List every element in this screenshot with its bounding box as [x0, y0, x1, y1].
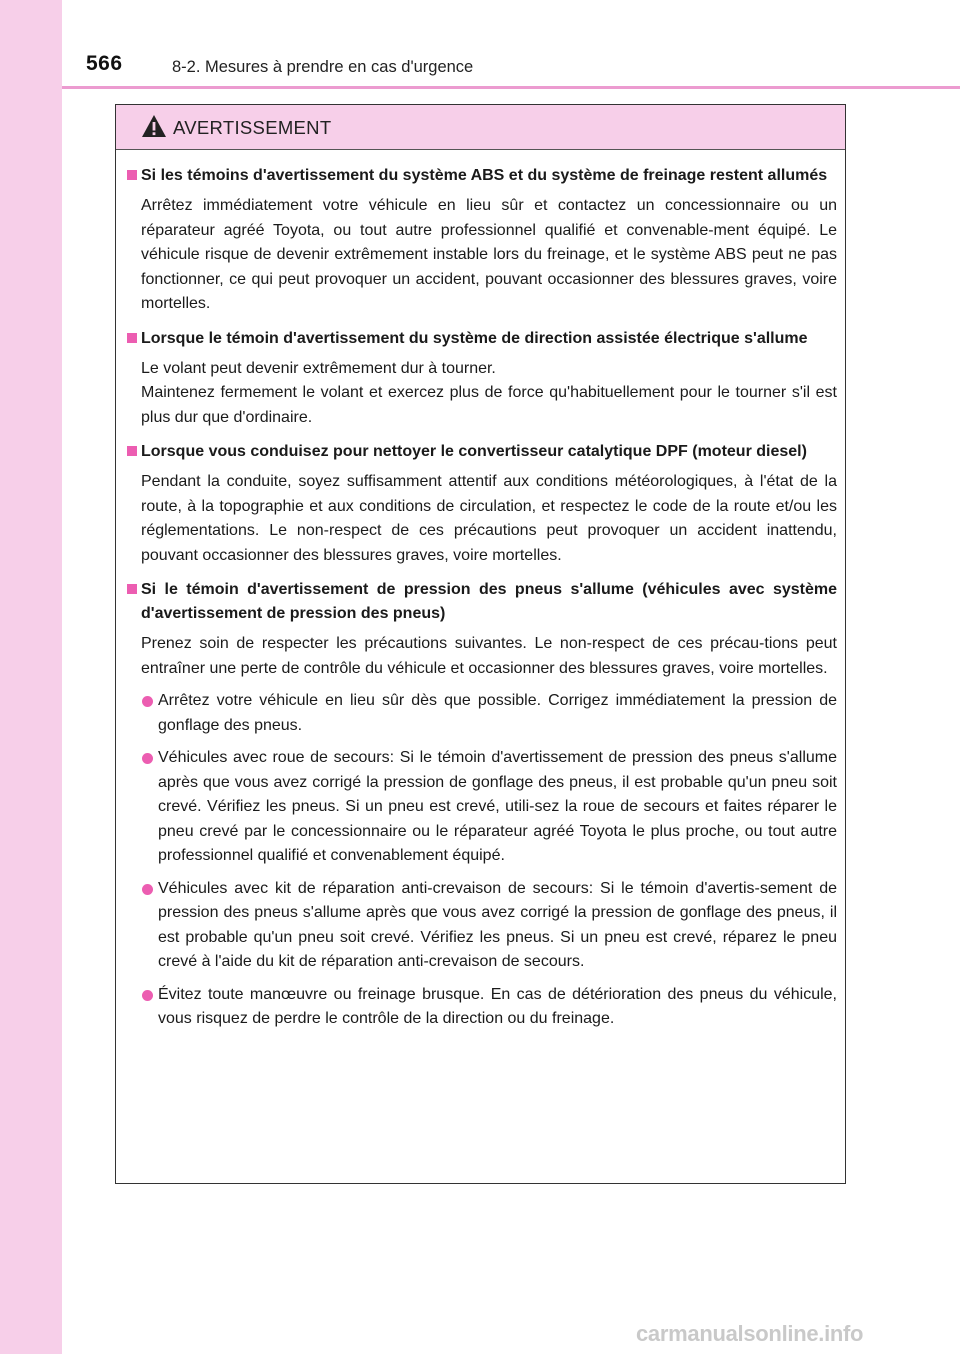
sub-list-item-text: Évitez toute manœuvre ou freinage brusque. En cas de détérioration des pneus du véhicule, vous risquez de perdre le contrôle de la direction ou du freinage.	[158, 985, 837, 1027]
sub-list-item	[128, 877, 837, 975]
sub-list-item	[128, 746, 837, 869]
warning-item-tire-pressure	[128, 578, 837, 1032]
sub-list-item	[128, 983, 837, 1032]
circle-bullet-icon	[142, 696, 153, 707]
header-rule	[62, 86, 960, 89]
item-paragraph: Prenez soin de respecter les précautions suivantes. Le non-respect de ces précau-tions peut entraîner une perte de contrôle du véhicule et occasionner des blessures graves, voire mortelles.	[141, 635, 837, 677]
warning-body	[116, 150, 845, 1032]
sub-list-item-text: Arrêtez votre véhicule en lieu sûr dès que possible. Corrigez immédiatement la pression de gonflage des pneus.	[158, 692, 837, 734]
item-paragraph: Maintenez fermement le volant et exercez plus de force qu'habituellement pour le tourner s'il est plus dur que d'ordinaire.	[141, 384, 837, 426]
sub-list-item	[128, 689, 837, 738]
warning-title: AVERTISSEMENT	[173, 117, 332, 138]
circle-bullet-icon	[142, 990, 153, 1001]
item-heading-text: Lorsque le témoin d'avertissement du système de direction assistée électrique s'allume	[141, 329, 808, 347]
watermark: carmanualsonline.info	[636, 1321, 864, 1346]
item-heading	[128, 327, 837, 351]
square-bullet-icon	[127, 446, 137, 456]
side-color-band	[0, 0, 62, 1354]
warning-triangle-icon	[141, 114, 167, 138]
section-title: 8-2. Mesures à prendre en cas d'urgence	[172, 58, 474, 76]
warning-box	[115, 104, 846, 1184]
item-heading-text: Lorsque vous conduisez pour nettoyer le convertisseur catalytique DPF (moteur diesel)	[141, 443, 807, 460]
item-heading-text: Si les témoins d'avertissement du système ABS et du système de freinage restent allumés	[141, 167, 828, 184]
item-paragraph: Pendant la conduite, soyez suffisamment attentif aux conditions météorologiques, à l'état de la route, à la topographie et aux conditions de circulation, et respectez le code de la route et/ou les réglementations. Le non-respect de ces précautions peut provoquer un accident inattendu, pouvant occasionner des blessures graves, voire mortelles.	[141, 473, 837, 564]
item-heading-text: Si le témoin d'avertissement de pression des pneus s'allume (véhicules avec système d'avertissement de pression des pneus)	[141, 581, 837, 622]
square-bullet-icon	[127, 584, 137, 594]
circle-bullet-icon	[142, 753, 153, 764]
item-paragraph: Le volant peut devenir extrêmement dur à tourner.	[141, 359, 496, 377]
item-heading	[128, 164, 837, 188]
warning-item-abs	[128, 164, 837, 317]
page-number: 566	[86, 52, 123, 75]
warning-item-dpf	[128, 440, 837, 568]
sub-list-item-text: Véhicules avec roue de secours: Si le témoin d'avertissement de pression des pneus s'allume après que vous avez corrigé la pression de gonflage des pneus, il est probable qu'un pneu soit crevé. Vérifiez les pneus. Si un pneu est crevé, utili-sez la roue de secours et faites réparer le pneu crevé par le concessionnaire ou le réparateur agréé Toyota le plus proche, ou tout autre professionnel qualifié et convenablement équipé.	[158, 749, 837, 864]
circle-bullet-icon	[142, 884, 153, 895]
warning-header	[116, 105, 845, 150]
square-bullet-icon	[127, 170, 137, 180]
item-heading	[128, 440, 837, 464]
warning-item-power-steering	[128, 327, 837, 431]
item-heading	[128, 578, 837, 626]
sub-list-item-text: Véhicules avec kit de réparation anti-crevaison de secours: Si le témoin d'avertis-sement de pression des pneus s'allume après que vous avez corrigé la pression de gonflage des pneus, il est probable qu'un pneu soit crevé. Vérifiez les pneus. Si un pneu est crevé, réparez le pneu crevé à l'aide du kit de réparation anti-crevaison de secours.	[158, 879, 837, 970]
square-bullet-icon	[127, 333, 137, 343]
item-paragraph: Arrêtez immédiatement votre véhicule en lieu sûr et contactez un concessionnaire ou un réparateur agréé Toyota, ou tout autre professionnel qualifié et convenable-ment équipé. Le véhicule risque de devenir extrêmement instable lors du freinage, et le système ABS peut ne pas fonctionner, ce qui peut provoquer un accident, pouvant occasionner des blessures graves, voire mortelles.	[141, 197, 837, 312]
